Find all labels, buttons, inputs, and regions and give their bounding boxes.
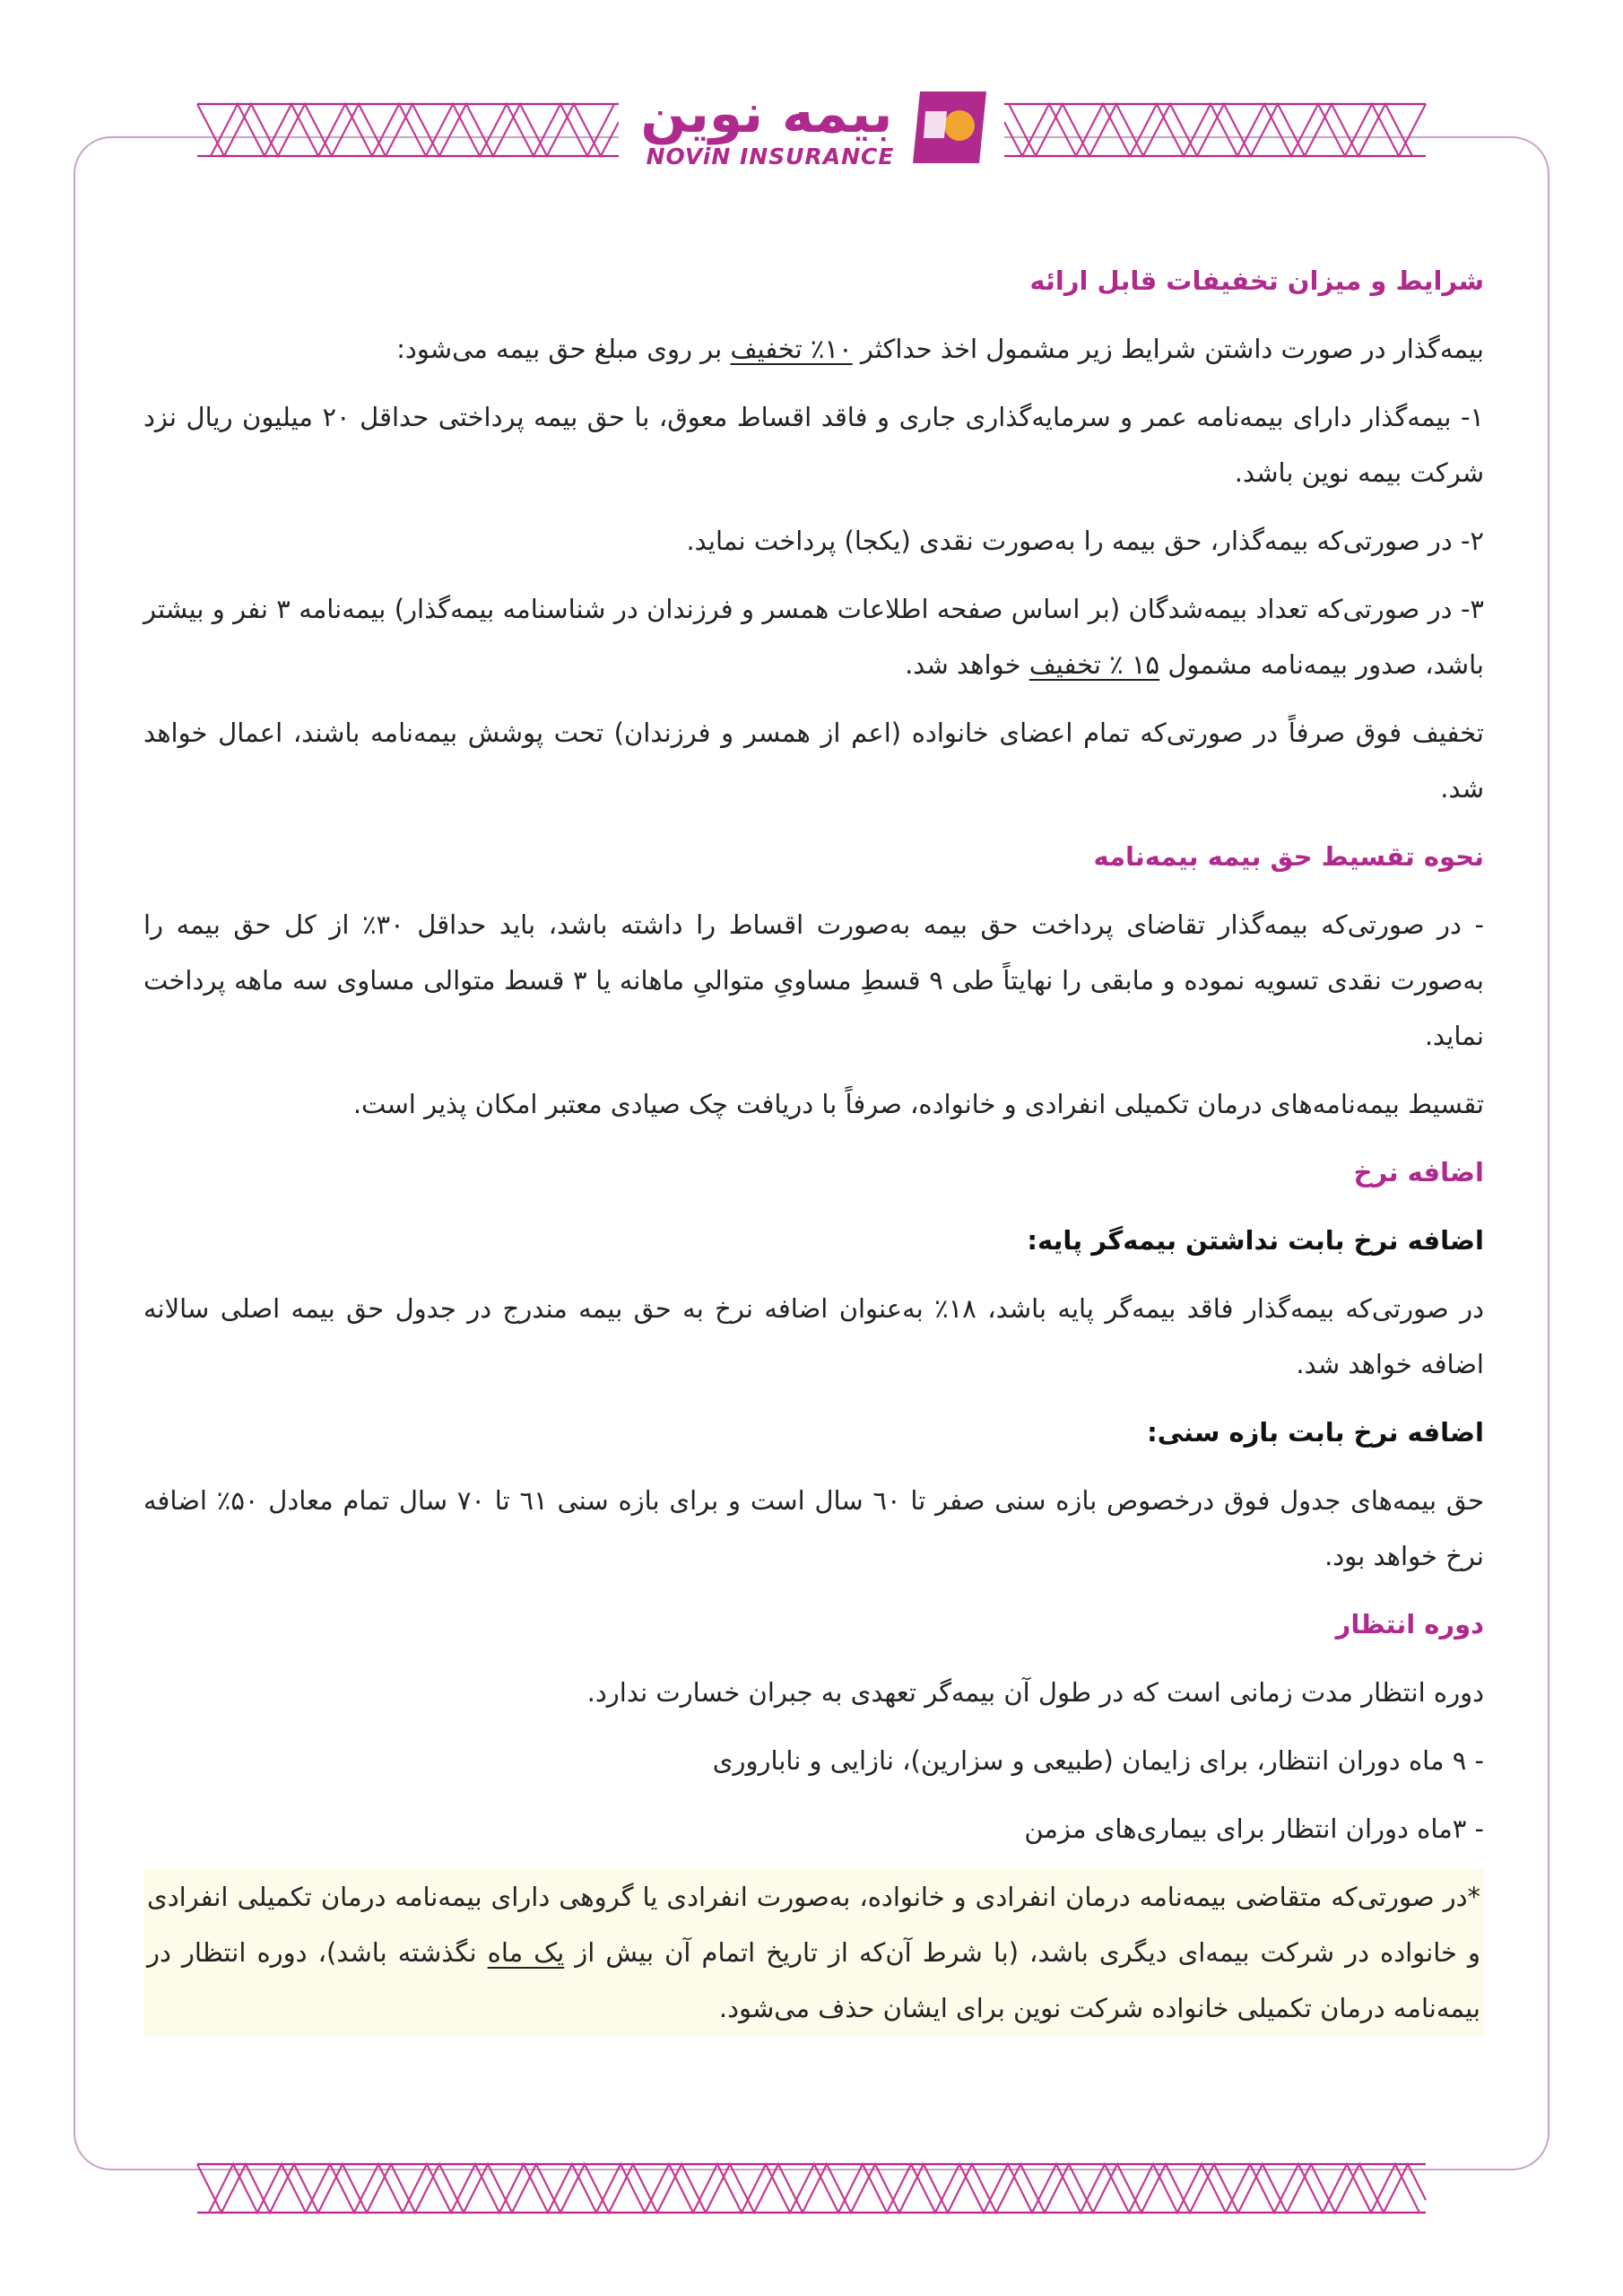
waiting-period-note-text-end: نگذشته باشد)، دوره انتظار در بیمه‌نامه درمان تکمیلی خانواده شرکت نوین برای ایشان حذف می‌شود. xyxy=(147,1937,1480,2023)
rate-increase-age-body: حق بیمه‌های جدول فوق درخصوص بازه سنی صفر تا ٦٠ سال است و برای بازه سنی ٦١ تا ٧٠ سال تمام معادل ۵۰٪ اضافه نرخ خواهد بود. xyxy=(143,1485,1484,1571)
section-title-waiting-period: دوره انتظار xyxy=(1335,1609,1484,1639)
logo-persian-name: بیمه نوین xyxy=(640,83,893,145)
section-title-discounts: شرایط و میزان تخفیفات قابل ارائه xyxy=(1029,265,1484,296)
discounts-intro xyxy=(143,321,1484,377)
discounts-intro-text: بیمه‌گذار در صورت داشتن شرایط زیر مشمول اخذ حداکثر xyxy=(852,334,1484,364)
discounts-intro-text-end: بر روی مبلغ حق بیمه می‌شود: xyxy=(396,334,731,364)
bottom-decorative-band xyxy=(0,2148,1623,2247)
discount-item-2: ۲- در صورتی‌که بیمه‌گذار، حق بیمه را به‌صورت نقدی (یکجا) پرداخت نماید. xyxy=(686,526,1484,556)
logo-mark-icon xyxy=(907,84,994,170)
rate-increase-base-insurer-title: اضافه نرخ بابت نداشتن بیمه‌گر پایه: xyxy=(1027,1225,1484,1256)
logo-english-name: NOViN INSURANCE xyxy=(646,144,895,170)
rate-increase-age-title: اضافه نرخ بابت بازه سنی: xyxy=(1147,1417,1484,1448)
discount-item-3-text-end: خواهد شد. xyxy=(905,649,1029,680)
section-title-installments: نحوه تقسیط حق بیمه بیمه‌نامه xyxy=(1093,841,1484,872)
waiting-period-item-1: - ۹ ماه دوران انتظار، برای زایمان (طبیعی و سزارین)، نازایی و ناباروری xyxy=(712,1745,1484,1776)
document-body xyxy=(143,253,1484,2048)
section-title-rate-increase: اضافه نرخ xyxy=(1353,1157,1484,1187)
waiting-period-definition: دوره انتظار مدت زمانی است که در طول آن بیمه‌گر تعهدی به جبران خسارت ندارد. xyxy=(586,1677,1484,1708)
installments-note: تقسیط بیمه‌نامه‌های درمان تکمیلی انفرادی و خانواده، صرفاً با دریافت چک صیادی معتبر امکان پذیر است. xyxy=(352,1089,1484,1119)
discounts-note: تخفیف فوق صرفاً در صورتی‌که تمام اعضای خانواده (اعم از همسر و فرزندان) تحت پوشش بیمه‌نامه باشند، اعمال خواهد شد. xyxy=(143,718,1484,804)
discounts-intro-highlight: ۱۰٪ تخفیف xyxy=(730,334,853,364)
discount-item-3 xyxy=(143,581,1484,692)
discount-item-1: ۱- بیمه‌گذار دارای بیمه‌نامه عمر و سرمایه‌گذاری جاری و فاقد اقساط معوق، با حق بیمه پرداختی حداقل ۲۰ میلیون ریال نزد شرکت بیمه نوین باشد. xyxy=(143,402,1484,488)
installments-body: - در صورتی‌که بیمه‌گذار تقاضای پرداخت حق بیمه به‌صورت اقساط را داشته باشد، باید حداقل ۳۰٪ از کل حق بیمه را به‌صورت نقدی تسویه نموده و مابقی را نهایتاً طی ۹ قسطِ مساویِ متوالیِ ماهانه یا ۳ قسط متوالی مساوی سه ماهه پرداخت نماید. xyxy=(143,909,1484,1051)
bottom-lattice-pattern xyxy=(0,2148,1623,2247)
waiting-period-item-2: - ۳ماه دوران انتظار برای بیماری‌های مزمن xyxy=(1024,1813,1484,1844)
discount-item-3-highlight: ۱۵ ٪ تخفیف xyxy=(1028,649,1160,680)
waiting-period-note xyxy=(143,1869,1484,2036)
rate-increase-base-insurer-body: در صورتی‌که بیمه‌گذار فاقد بیمه‌گر پایه باشد، ۱۸٪ به‌عنوان اضافه نرخ به حق بیمه مندرج در جدول حق بیمه اصلی سالانه اضافه خواهد شد. xyxy=(143,1293,1484,1379)
waiting-period-note-text: *در صورتی‌که متقاضی بیمه‌نامه درمان انفرادی و خانواده، به‌صورت انفرادی یا گروهی دارای بیمه‌نامه درمان تکمیلی انفرادی و خانواده در شرکت بیمه‌ای دیگری باشد، (با شرط آن‌که از تاریخ اتمام آن بیش از xyxy=(147,1882,1480,1968)
discount-item-3-text: ۳- در صورتی‌که تعداد بیمه‌شدگان (بر اساس صفحه اطلاعات همسر و فرزندان در شناسنامه بیمه‌گذار) بیمه‌نامه ۳ نفر و بیشتر باشد، صدور بیمه‌نامه مشمول xyxy=(143,594,1484,680)
waiting-period-note-highlight: یک ماه xyxy=(487,1937,565,1968)
